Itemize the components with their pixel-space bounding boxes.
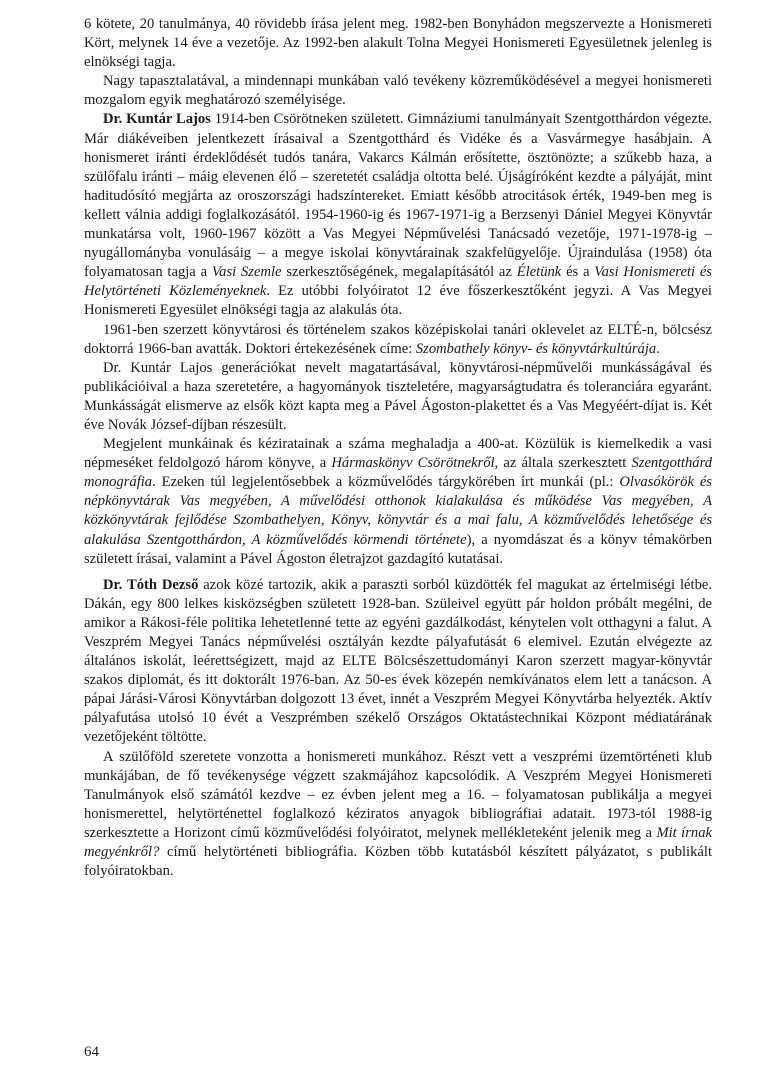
work-title: Hármaskönyv Csörötnekről <box>331 455 495 472</box>
work-title: Vasi Honismereti és Helytörténeti Közleményeknek <box>84 264 712 300</box>
body-text <box>84 15 712 881</box>
paragraph-toth-bio <box>84 576 712 748</box>
work-title: Szombathely könyv- és könyvtárkultúrája <box>415 340 657 357</box>
text-run: A szülőföld szeretete vonzotta a honismereti munkához. Részt vett a veszprémi üzemtörténeti klub munkájában, de fő tevékenysége végzett szakmájához kapcsolódik. A Veszprém Megyei Honismereti Tanulmányok első számától kezdve – ez évben jelent meg a 16. – folyamatosan publikálja a megyei honismerettel, helytörténettel foglalkozó kéziratos anyagok bibliográfiai adatait. 1973-tól 1988-ig szerkesztette a Horizont című közművelődési folyóiratot, melynek mellékleteként jelenik meg a <box>84 748 712 841</box>
text-run: szerkesztőségének, megalapításától az <box>281 264 517 281</box>
paragraph-kuntar-merits <box>84 359 712 435</box>
work-title: Mit írnak megyénkről? <box>84 824 712 861</box>
person-name: Dr. Kuntár Lajos <box>103 111 211 128</box>
text-run: ), a nyomdászat és a könyv témakörben született írásai, valamint a Pável Ágoston életrajzot gazdagító kutatásai. <box>84 531 712 567</box>
text-run: Dr. Kuntár Lajos generációkat nevelt magatartásával, könyvtárosi-népművelői munkásságával és publikációival a haza szeretetére, a hagyományok tiszteletére, magyarságtudatra és toleranciára egyaránt. Munkásságát elismerve az elsők közt kapta meg a Pável Ágoston-plakettet és a Vas Megyéért-díjat is. Két éve Novák József-díjban részesült. <box>84 359 712 433</box>
paragraph-kuntar-works <box>84 435 712 569</box>
text-run: és a <box>561 264 595 281</box>
work-title: Vasi Szemle <box>211 264 282 281</box>
text-run: . <box>656 340 660 357</box>
text-run: című helytörténeti bibliográfia. Közben több kutatásból készített pályázatot, s publikált folyóiratokban. <box>84 844 712 880</box>
text-run: 1961-ben szerzett könyvtárosi és történelem szakos középiskolai tanári oklevelet az ELTÉ-n, bölcsész doktorrá 1966-ban avatták. Doktori értekezésének címe: <box>84 321 712 357</box>
paragraph-experience <box>84 72 712 110</box>
paragraph-toth-research <box>84 748 712 882</box>
text-run: . Ez utóbbi folyóiratot 12 éve főszerkesztőként jegyzi. A Vas Megyei Honismereti Egyesület elnökségi tagja az alakulás óta. <box>84 283 712 319</box>
text-run: azok közé tartozik, akik a paraszti sorból küzdötték fel magukat az értelmiségi létbe. Dákán, egy 800 lelkes kisközségben született 1928-ban. Szüleivel együtt pár holdon próbált megélni, de amikor a Rákosi-féle politika lehetetlenné tette az egyéni gazdálkodást, kénytelen volt otthagyni a falut. A Veszprém Megyei Tanács népművelési osztályán kezdte pályafutását 6 elemivel. Ezután elvégezte az általános iskolát, leérettségizett, majd az ELTE Bölcsészettudományi Karon szerzett magyar-könyvtár szakos diplomát, és itt doktorált 1976-ban. Az 50-es évek közepén nemkívánatos elem lett a tanácson. A pápai Járási-Városi Könyvtárban dolgozott 13 évet, innét a Veszprém Megyei Könyvtárba helyezték. Aktív pályafutása utolsó 10 évét a Veszprémben székelő Országos Oktatástechnikai Központ médiatárának vezetőjeként töltötte. <box>84 576 712 746</box>
text-run: 1914-ben Csörötneken született. Gimnáziumi tanulmányait Szentgotthárdon végezte. Már diákéveiben jelentkezett írásaival a Szentgotthárd és Vidéke és a Vasvármegye hasábjain. A honismeret iránti érdeklődését tudós tanára, Vakarcs Kálmán erősítette, ösztönözte; a szűkebb haza, a szülőfalu iránti – máig elevenen élő – szeretetét családja oltotta belé. Újságíróként kezdte a pályáját, mint haditudósító megjárta az oroszországi hadszíntereket. Emiatt később atrocitások érték, 1949-ben meg is kellett válnia addigi foglalkozásától. 1954-1960-ig és 1967-1971-ig a Berzsenyi Dániel Megyei Könyvtár munkatársa volt, 1960-1967 között a Vas Megyei Népművelési Tanácsadó vezetője, 1971-1978-ig – nyugállományba vonulásáig – a megye iskolai könyvtárainak szakfelügyelője. Újraindulása (1958) óta folyamatosan tagja a <box>84 111 712 281</box>
page-number: 64 <box>84 1044 99 1060</box>
work-title: Életünk <box>516 264 562 281</box>
paragraph-kuntar-bio <box>84 110 712 320</box>
work-title: Olvasókörök és népkönyvtárak Vas megyében, A művelődési otthonok kialakulása és működése Vas megyében, A közkönyvtárak fejlődése Szombathelyen, Könyv, könyvtár és a mai falu, A közművelődés lehetősége és alakulása Szentgotthárdon, A közművelődés körmendi története <box>84 474 712 548</box>
text-run: , az általa szerkesztett <box>494 455 632 472</box>
text-run: Nagy tapasztalatával, a mindennapi munkában való tevékeny közreműködésével a megyei honismereti mozgalom egyik meghatározó személyisége. <box>84 73 712 109</box>
text-run: . Ezeken túl legjelentősebbek a közművelődés tárgykörében írt munkái (pl.: <box>152 474 620 491</box>
work-title: Szentgotthárd monográfia <box>84 455 713 491</box>
text-run: Megjelent munkáinak és kéziratainak a száma meghaladja a 400-at. Közülük is kiemelkedik a vasi népmeséket feldolgozó három könyve, a <box>84 436 712 472</box>
person-name: Dr. Tóth Dezső <box>103 576 199 593</box>
text-run: 6 kötete, 20 tanulmánya, 40 rövidebb írása jelent meg. 1982-ben Bonyhádon megszervezte a Honismereti Kört, melynek 14 éve a vezetője. Az 1992-ben alakult Tolna Megyei Honismereti Egyesületnek jelenleg is elnökségi tagja. <box>84 16 712 71</box>
paragraph-kuntar-degree <box>84 321 712 359</box>
paragraph-intro <box>84 15 712 72</box>
